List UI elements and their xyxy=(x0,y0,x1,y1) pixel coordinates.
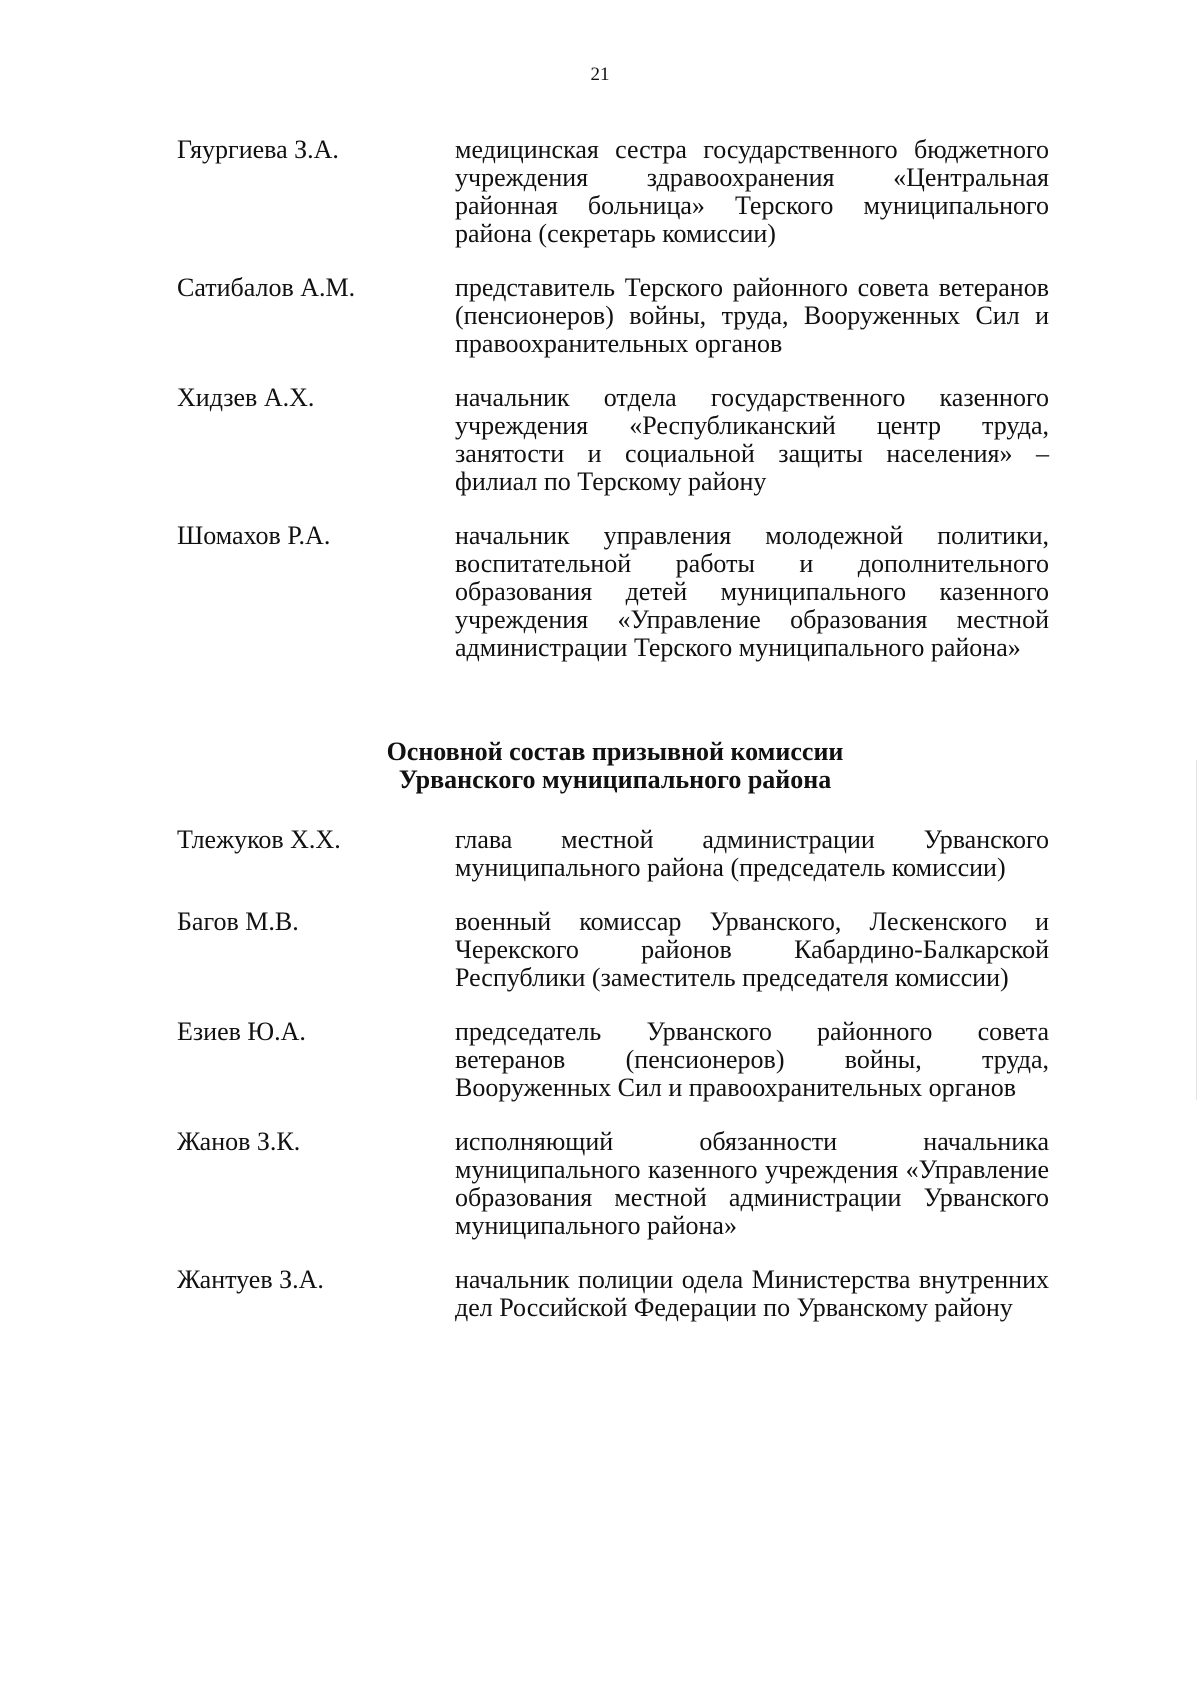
member-position: начальник отдела государственного казенного учреждения «Республиканский центр труда, занятости и социальной защиты населения» – филиал по Терскому району xyxy=(455,383,1049,496)
member-name: Жантуев З.А. xyxy=(177,1265,324,1294)
member-position: председатель Урванского районного совета ветеранов (пенсионеров) войны, труда, Вооруженных Сил и правоохранительных органов xyxy=(455,1017,1049,1102)
member-list-terskiy xyxy=(177,136,1049,662)
member-name: Тлежуков Х.Х. xyxy=(177,825,341,854)
member-position: представитель Терского районного совета ветеранов (пенсионеров) войны, труда, Вооруженных Сил и правоохранительных органов xyxy=(455,273,1049,358)
member-entry xyxy=(177,1266,1049,1322)
member-entry xyxy=(177,908,1049,992)
member-position: медицинская сестра государственного бюджетного учреждения здравоохранения «Центральная районная больница» Терского муниципального района (секретарь комиссии) xyxy=(455,135,1049,248)
scan-edge-line xyxy=(1196,760,1197,1100)
section-heading-line-2: Урванского муниципального района xyxy=(398,765,832,794)
member-position: глава местной администрации Урванского муниципального района (председатель комиссии) xyxy=(455,825,1049,882)
member-name: Шомахов Р.А. xyxy=(177,521,331,550)
member-position: начальник полиции одела Министерства внутренних дел Российской Федерации по Урванскому району xyxy=(455,1265,1049,1322)
member-name: Езиев Ю.А. xyxy=(177,1017,306,1046)
member-entry xyxy=(177,1018,1049,1102)
member-entry xyxy=(177,274,1049,358)
member-entry xyxy=(177,826,1049,882)
member-name: Сатибалов А.М. xyxy=(177,273,356,302)
member-name: Жанов З.К. xyxy=(177,1127,301,1156)
member-name: Хидзев А.Х. xyxy=(177,383,315,412)
section-heading-line-1: Основной состав призывной комиссии xyxy=(386,737,844,766)
page-number: 21 xyxy=(590,64,610,85)
member-entry xyxy=(177,522,1049,662)
member-list-urvanskiy xyxy=(177,826,1049,1322)
member-name: Багов М.В. xyxy=(177,907,299,936)
member-name: Гяургиева З.А. xyxy=(177,135,339,164)
member-entry xyxy=(177,384,1049,496)
member-entry xyxy=(177,1128,1049,1240)
member-position: военный комиссар Урванского, Лескенского и Черекского районов Кабардино-Балкарской Республики (заместитель председателя комиссии) xyxy=(455,907,1049,992)
member-position: исполняющий обязанности начальника муниципального казенного учреждения «Управление образования местной администрации Урванского муниципального района» xyxy=(455,1127,1049,1240)
section-heading xyxy=(0,738,1200,794)
member-entry xyxy=(177,136,1049,248)
member-position: начальник управления молодежной политики, воспитательной работы и дополнительного образования детей муниципального казенного учреждения «Управление образования местной администрации Терского муниципального района» xyxy=(455,521,1049,662)
